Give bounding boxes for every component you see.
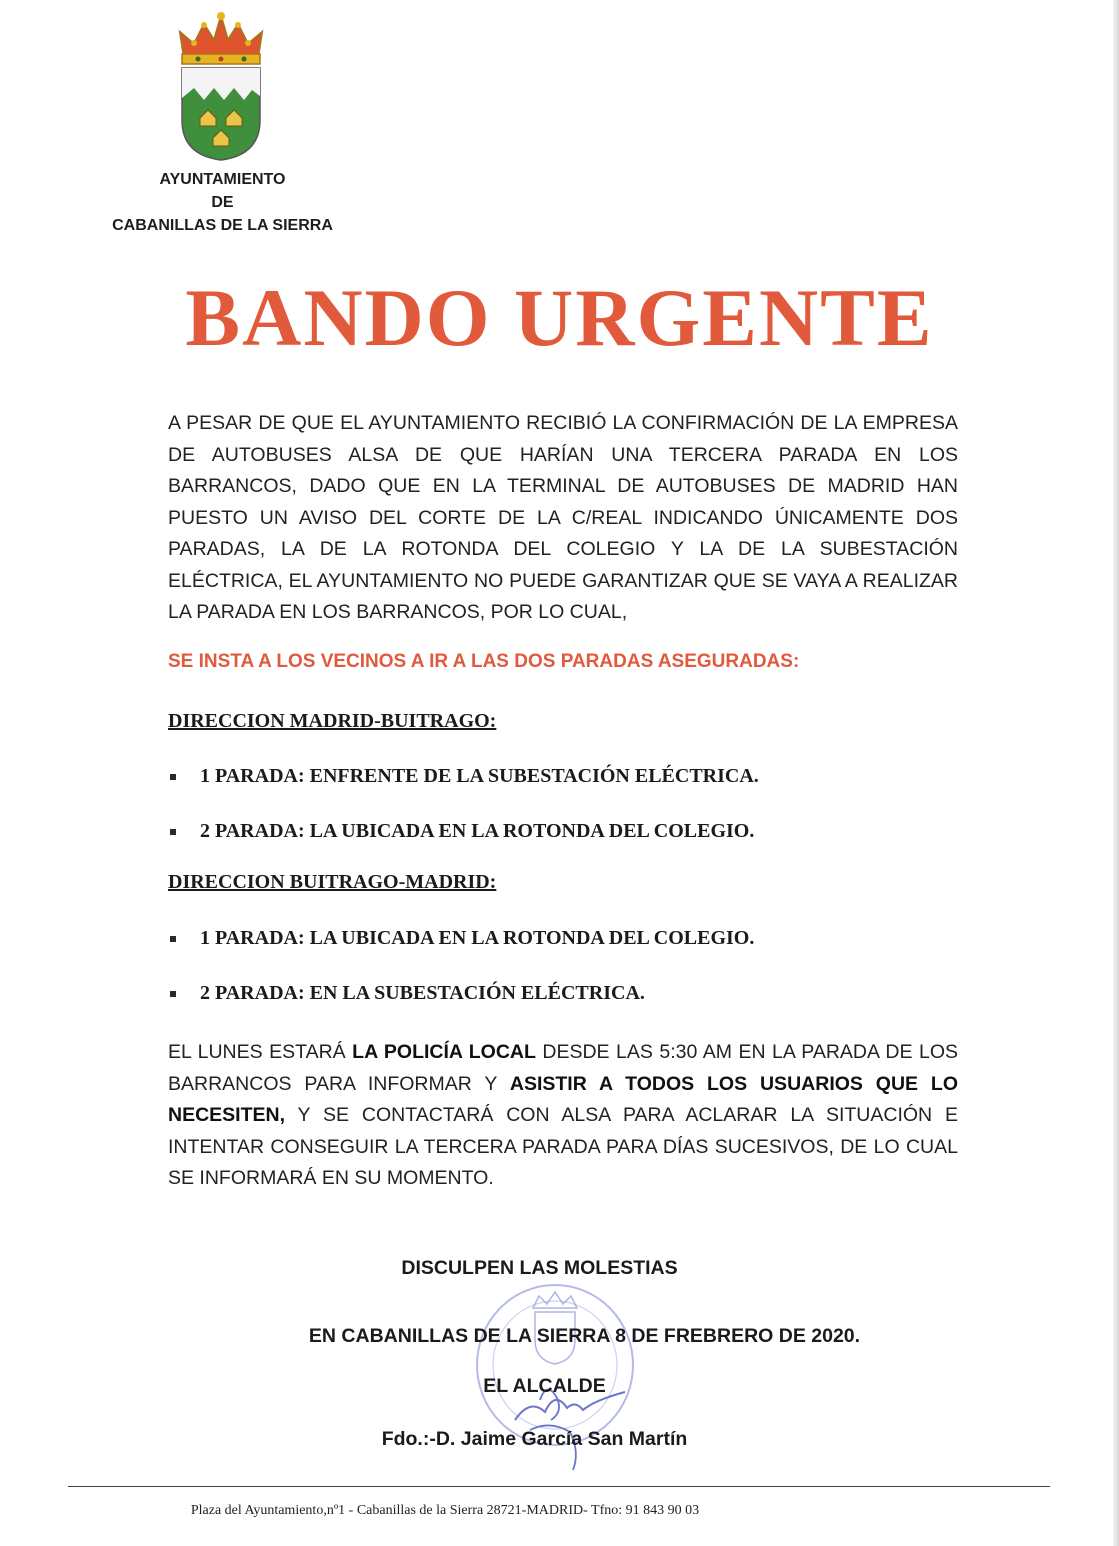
apology-line: DISCULPEN LAS MOLESTIAS [401, 1257, 678, 1279]
stop-text: 1 PARADA: LA UBICADA EN LA ROTONDA DEL COLEGIO. [200, 927, 755, 949]
direction-heading-buitrago-madrid: DIRECCION BUITRAGO-MADRID: [168, 871, 497, 893]
document-title: BANDO URGENTE [185, 272, 934, 363]
direction-heading-madrid-buitrago: DIRECCION MADRID-BUITRAGO: [168, 710, 497, 732]
closing-text-1: EL LUNES ESTARÁ [168, 1041, 353, 1063]
signer-role: EL ALCALDE [483, 1375, 606, 1397]
bullet-icon [170, 991, 176, 997]
bullet-icon [170, 829, 176, 835]
stop-item [168, 927, 754, 950]
closing-paragraph [168, 1037, 958, 1195]
signer-name: Fdo.:-D. Jaime García San Martín [381, 1428, 688, 1450]
stop-item [168, 765, 759, 788]
footer-divider [68, 1486, 1050, 1487]
bullet-icon [170, 936, 176, 942]
intro-paragraph: A PESAR DE QUE EL AYUNTAMIENTO RECIBIÓ LA CONFIRMACIÓN DE LA EMPRESA DE AUTOBUSES ALSA DE QUE HARÍAN UNA TERCERA PARADA EN LOS BARRANCOS, DADO QUE EN LA TERMINAL DE AUTOBUSES DE MADRID HAN PUESTO UN AVISO DEL CORTE DE LA C/REAL INDICANDO ÚNICAMENTE DOS PARADAS, LA DE LA ROTONDA DEL COLEGIO Y LA DE LA SUBESTACIÓN ELÉCTRICA, EL AYUNTAMIENTO NO PUEDE GARANTIZAR QUE SE VAYA A REALIZAR LA PARADA EN LOS BARRANCOS, POR LO CUAL, [168, 412, 958, 623]
header-line-1: AYUNTAMIENTO [159, 171, 286, 188]
stop-text: 1 PARADA: ENFRENTE DE LA SUBESTACIÓN ELÉCTRICA. [200, 765, 759, 787]
call-to-action: SE INSTA A LOS VECINOS A IR A LAS DOS PARADAS ASEGURADAS: [168, 651, 800, 672]
closing-bold-assist: ASISTIR A TODOS LOS USUARIOS QUE LO NECESITEN, [168, 1072, 958, 1126]
closing-text-3: Y SE CONTACTARÁ CON ALSA PARA ACLARAR LA SITUACIÓN E INTENTAR CONSEGUIR LA TERCERA PARADA PARA DÍAS SUCESIVOS, DE LO CUAL SE INFORMARÁ EN SU MOMENTO. [168, 1104, 958, 1189]
date-line: EN CABANILLAS DE LA SIERRA 8 DE FREBRERO DE 2020. [308, 1325, 861, 1347]
coat-of-arms-icon [176, 10, 266, 165]
stop-item [168, 982, 645, 1005]
municipality-header [90, 168, 355, 237]
bullet-icon [170, 774, 176, 780]
header-line-3: CABANILLAS DE LA SIERRA [112, 217, 333, 234]
stop-text: 2 PARADA: LA UBICADA EN LA ROTONDA DEL COLEGIO. [200, 820, 755, 842]
header-line-2: DE [211, 194, 234, 211]
page-edge-shadow [1113, 0, 1119, 1546]
stop-item [168, 820, 754, 843]
closing-text-2: DESDE LAS 5:30 AM EN LA PARADA DE LOS BARRANCOS PARA INFORMAR Y [168, 1041, 958, 1095]
closing-bold-police: LA POLICÍA LOCAL [352, 1041, 536, 1063]
footer-address: Plaza del Ayuntamiento,nº1 - Cabanillas de la Sierra 28721-MADRID- Tfno: 91 843 90 03 [190, 1503, 700, 1518]
stop-text: 2 PARADA: EN LA SUBESTACIÓN ELÉCTRICA. [200, 982, 645, 1004]
